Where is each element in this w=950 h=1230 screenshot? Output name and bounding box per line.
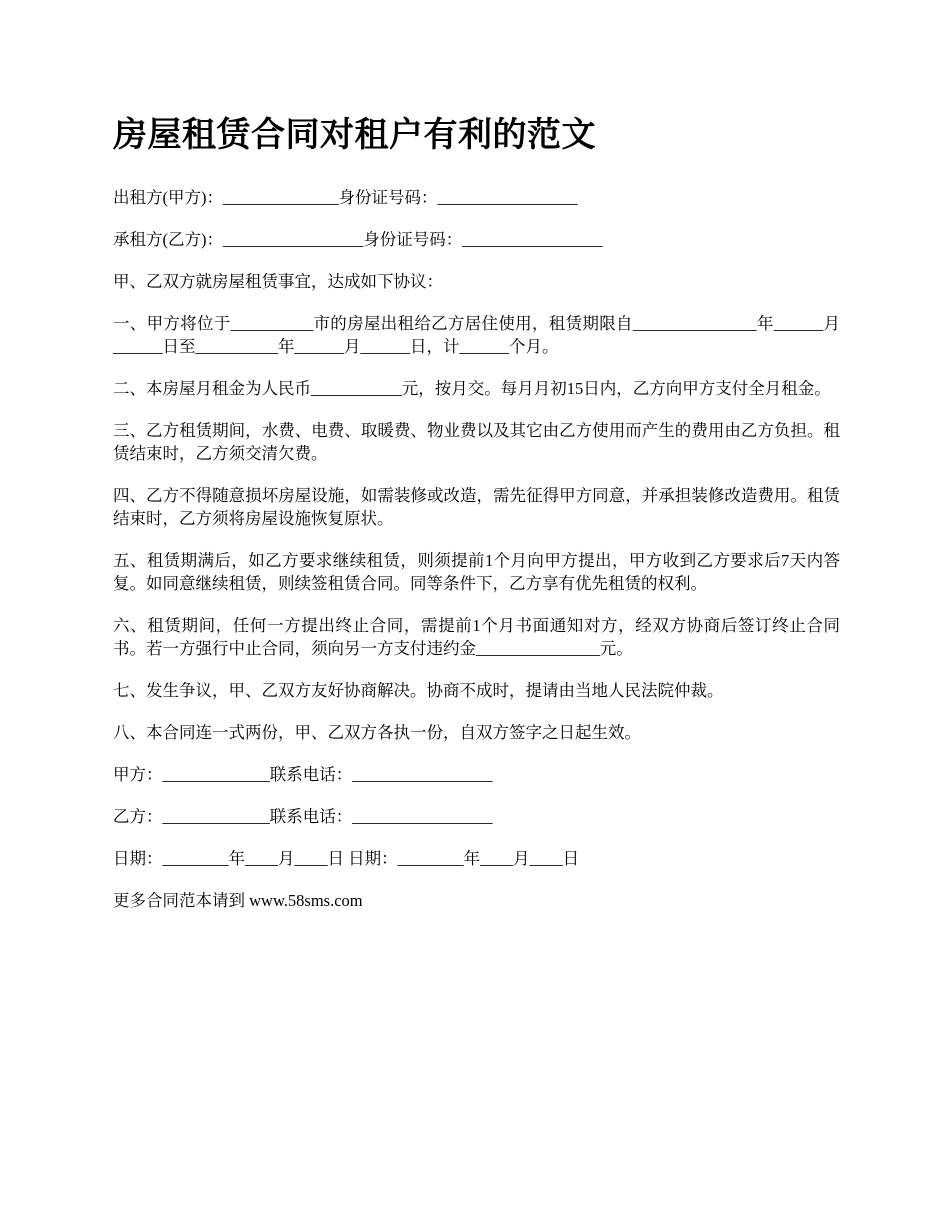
date-line: 日期：________年____月____日 日期：________年____月____日 bbox=[113, 849, 580, 868]
footer-note: 更多合同范本请到 www.58sms.com bbox=[113, 891, 363, 910]
agreement-intro: 甲、乙双方就房屋租赁事宜，达成如下协议： bbox=[113, 272, 443, 291]
party-b-signature-line: 乙方：_____________联系电话：_________________ bbox=[113, 807, 493, 826]
clause-2: 二、本房屋月租金为人民币___________元，按月交。每月月初15日内，乙方向甲方支付全月租金。 bbox=[113, 379, 831, 398]
clause-4: 四、乙方不得随意损坏房屋设施，如需装修或改造，需先征得甲方同意，并承担装修改造费用。租赁结束时，乙方须将房屋设施恢复原状。 bbox=[113, 486, 840, 528]
document-page bbox=[113, 108, 840, 931]
clause-8: 八、本合同连一式两份，甲、乙双方各执一份，自双方签字之日起生效。 bbox=[113, 723, 641, 742]
clause-7: 七、发生争议，甲、乙双方友好协商解决。协商不成时，提请由当地人民法院仲裁。 bbox=[113, 681, 724, 700]
document-title: 房屋租赁合同对租户有利的范文 bbox=[113, 117, 596, 154]
clause-5: 五、租赁期满后，如乙方要求继续租赁，则须提前1个月向甲方提出，甲方收到乙方要求后7天内答复。如同意继续租赁，则续签租赁合同。同等条件下，乙方享有优先租赁的权利。 bbox=[113, 551, 840, 593]
clause-1: 一、甲方将位于__________市的房屋出租给乙方居住使用，租赁期限自_______________年______月______日至__________年______月______日，计______个月。 bbox=[113, 314, 840, 356]
party-a-signature-line: 甲方：_____________联系电话：_________________ bbox=[113, 765, 493, 784]
lessee-line: 承租方(乙方)：_________________身份证号码：_________________ bbox=[113, 230, 603, 249]
lessor-line: 出租方(甲方)：______________身份证号码：_________________ bbox=[113, 188, 578, 207]
clause-6: 六、租赁期间，任何一方提出终止合同，需提前1个月书面通知对方，经双方协商后签订终止合同书。若一方强行中止合同，须向另一方支付违约金_______________元。 bbox=[113, 616, 840, 658]
clause-3: 三、乙方租赁期间，水费、电费、取暖费、物业费以及其它由乙方使用而产生的费用由乙方负担。租赁结束时，乙方须交清欠费。 bbox=[113, 421, 840, 463]
